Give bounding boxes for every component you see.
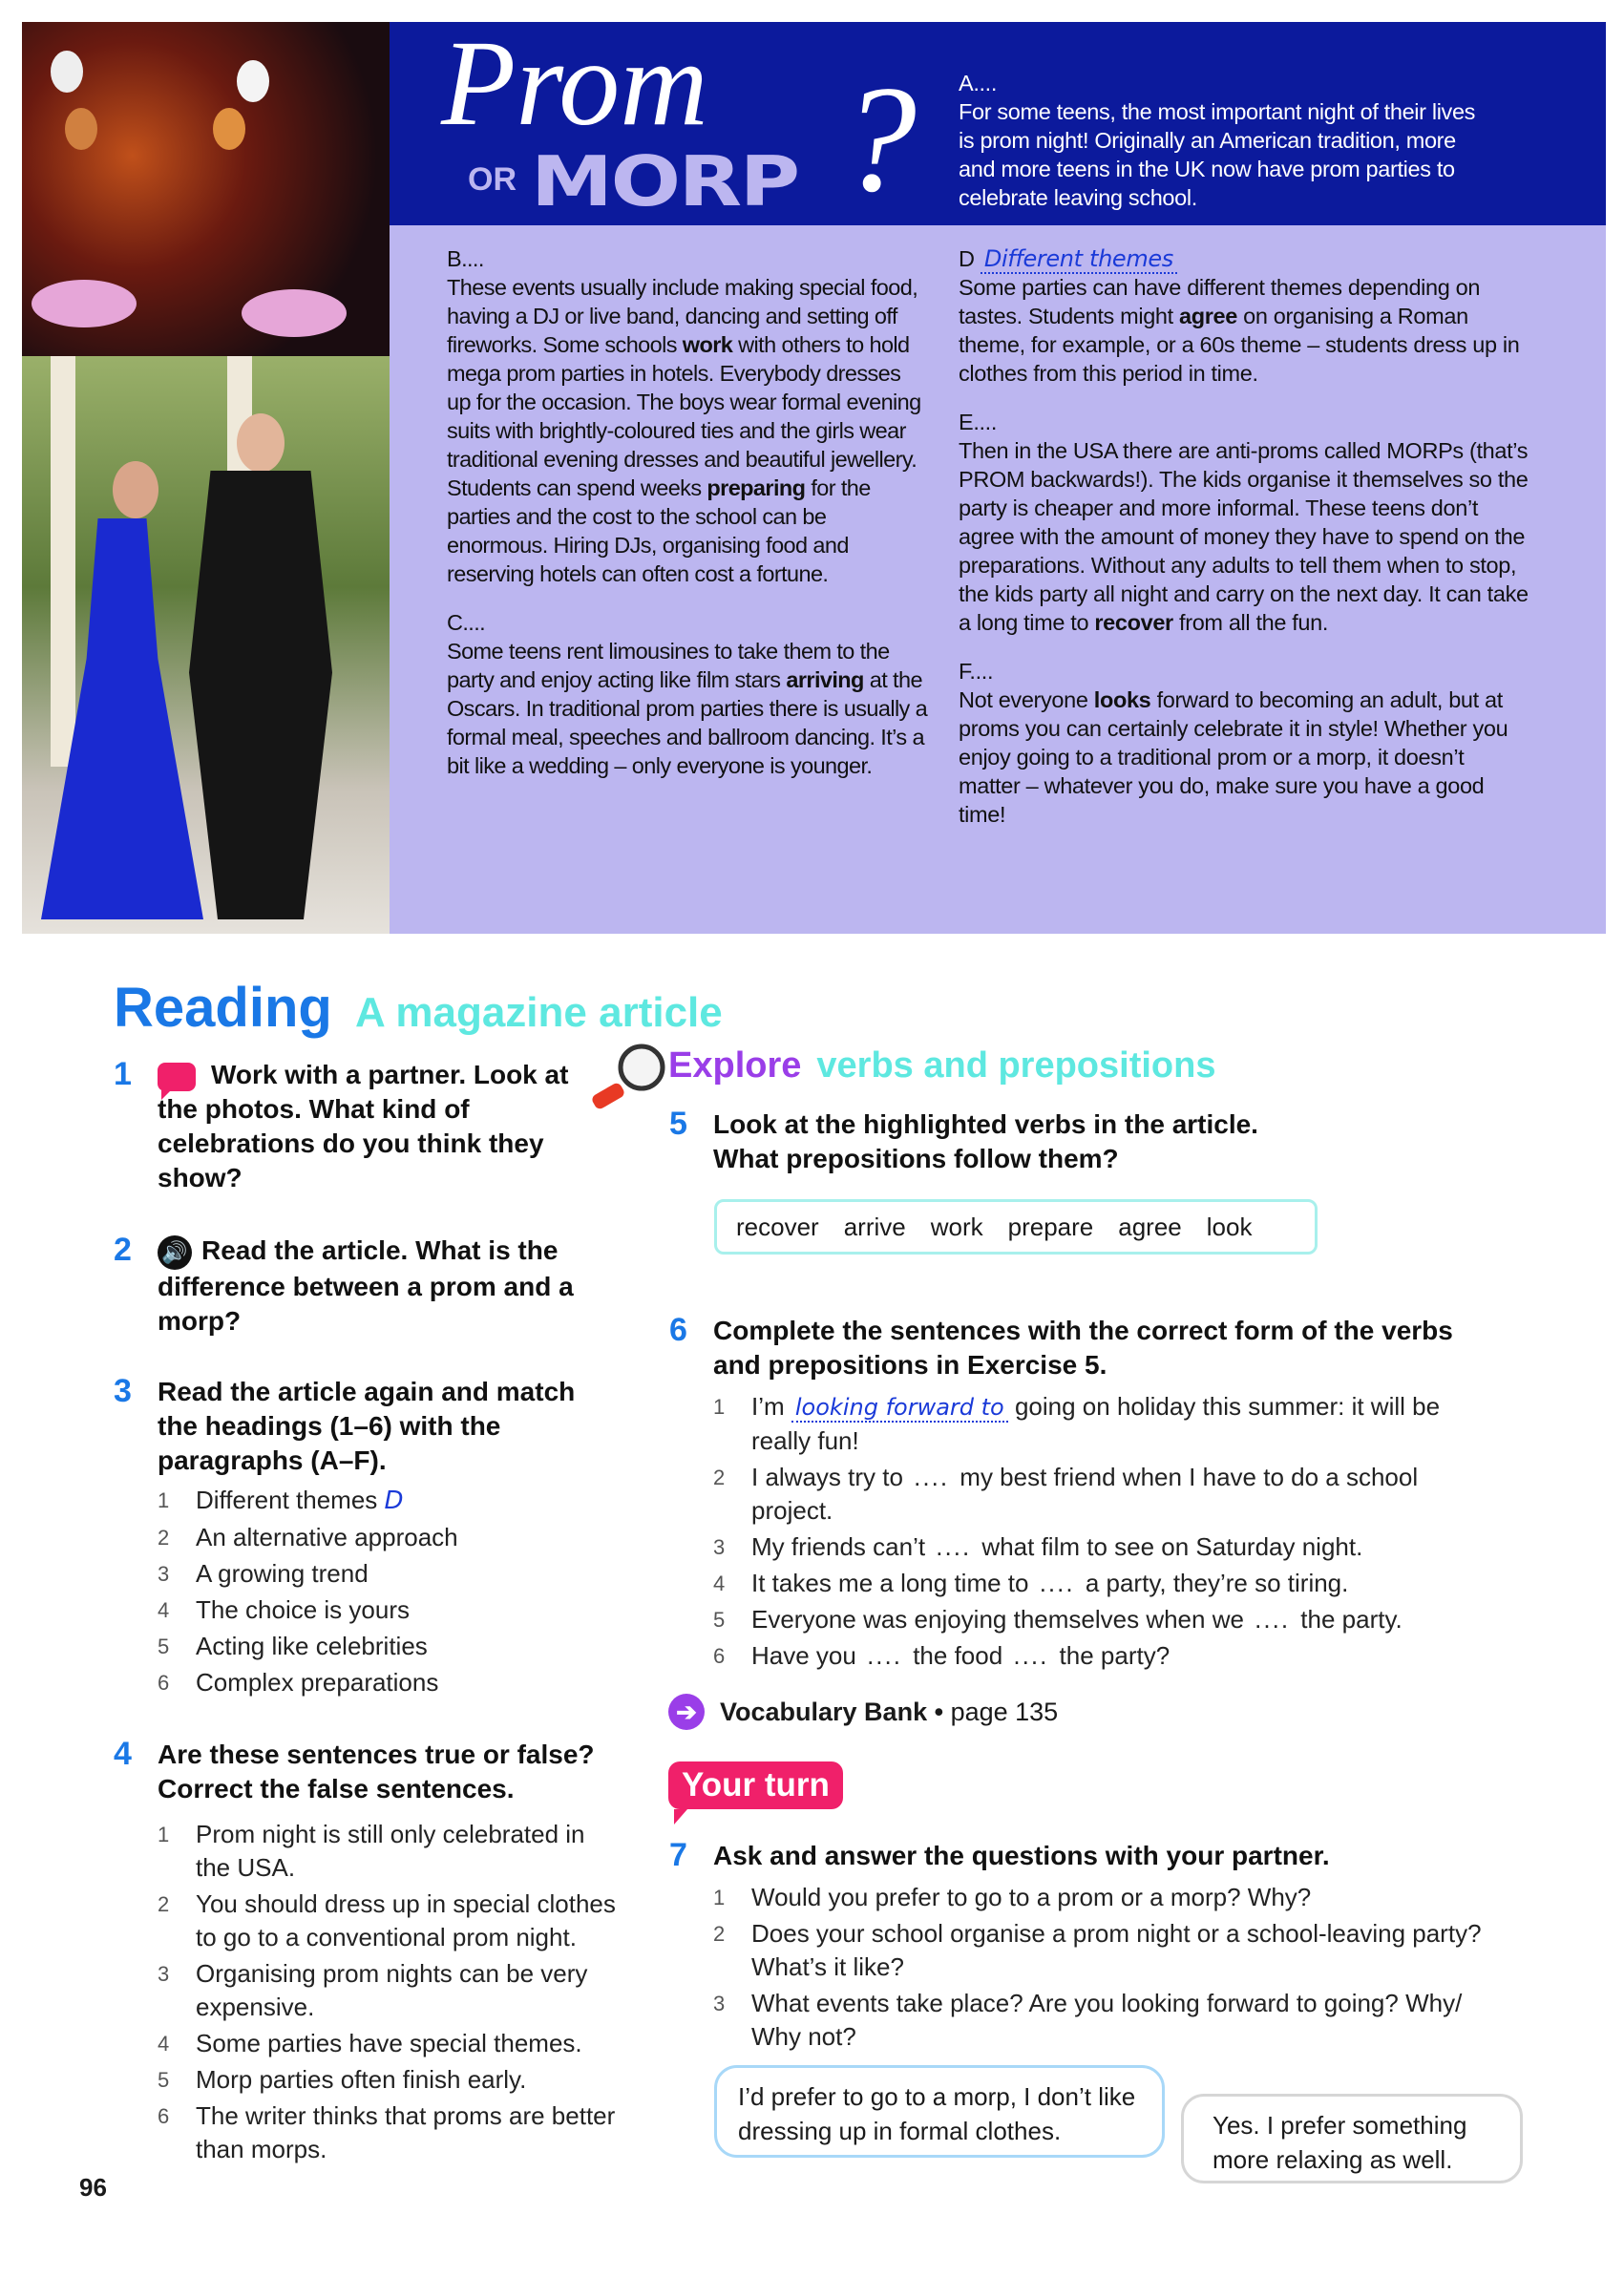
magnifier-icon [592,1041,668,1117]
list-item [158,2027,625,2060]
heading-blank: .... [462,610,486,635]
list-item [158,1957,625,2024]
verb-work: work [930,1212,983,1241]
exercise-5 [669,1106,1324,1176]
item-number: 2 [158,1892,170,1916]
blank: .... [1039,1569,1075,1597]
verb-arrive: arrive [843,1212,906,1241]
text-segment: with others to hold mega prom parties in hotels. Everybody dresses up for the occasion. The boys wear formal evening suits with brightly-coloured ties and the girls wear traditional evening dresses and beautiful jewellery. Students can spend weeks [447,332,921,500]
text-segment: Some parties can have different themes depending on tastes. Students might [959,275,1481,328]
item-number: 3 [713,1992,726,2015]
item-number: 3 [158,1962,170,1986]
paragraph-letter: E [959,410,974,434]
exercise-instruction: Complete the sentences with the correct form of the verbs and prepositions in Exercise 5. [713,1316,1453,1380]
item-number: 1 [158,1823,170,1846]
questions-list [713,1881,1506,2054]
vocab-page: page 135 [950,1697,1059,1726]
text-segment: Not everyone [959,687,1094,712]
list-item [158,1521,606,1554]
highlighted-verb: agree [1179,304,1237,328]
exercise-number: 1 [114,1056,132,1092]
list-item [713,1881,1506,1914]
item-number: 6 [158,1671,170,1695]
item-number: 1 [713,1395,726,1419]
item-number: 5 [713,1608,726,1632]
paragraph-letter: D [959,246,975,271]
item-number: 1 [713,1886,726,1909]
item-text: An alternative approach [196,1523,458,1551]
paragraph-label [447,608,929,637]
item-text: What events take place? Are you looking forward to going? Why/ Why not? [751,1989,1463,2051]
exercise-1 [114,1056,578,1195]
list-item [158,1888,625,1954]
exercise-number: 5 [669,1106,687,1142]
highlighted-verb: looks [1093,687,1151,712]
highlighted-verb: recover [1094,610,1173,635]
sentence-text: I always try to [751,1463,911,1491]
paragraph-letter: A [959,71,974,95]
item-text: You should dress up in special clothes to go to a conventional prom night. [196,1889,616,1951]
sentence-text: I’m [751,1392,791,1421]
list-item [158,1484,606,1518]
paragraph-label [959,657,1531,686]
title-prom: Prom [441,15,708,151]
sentence-item [713,1390,1506,1458]
highlighted-verb: work [682,332,733,357]
column-right [959,244,1531,849]
party-photo [22,22,390,356]
text-segment: These events usually include making special food, having a DJ or live band, dancing and setting off fireworks. Some schools [447,275,918,357]
list-item [158,1630,606,1663]
heading-blank: .... [973,71,998,95]
exercise-instruction: Ask and answer the questions with your partner. [713,1841,1330,1870]
section-subtitle: A magazine article [355,989,723,1036]
list-item [713,1917,1506,1984]
vocab-label: Vocabulary Bank [720,1697,928,1726]
list-item [158,1557,606,1591]
item-number: 1 [158,1488,170,1512]
exercise-6 [669,1312,1506,1676]
page-number: 96 [79,2173,107,2202]
item-text: Prom night is still only celebrated in the USA. [196,1820,585,1882]
paragraph-d [959,244,1531,388]
exercise-instruction: Read the article again and match the headings (1–6) with the paragraphs (A–F). [158,1377,576,1475]
text-segment: Some teens rent limousines to take them to the party and enjoy acting like film stars [447,639,890,692]
blank: .... [914,1463,950,1491]
item-number: 2 [713,1466,726,1489]
heading-blank: .... [973,410,998,434]
item-text: Some parties have special themes. [196,2029,582,2057]
sentence-text: Everyone was enjoying themselves when we [751,1605,1252,1634]
explore-topic: verbs and prepositions [816,1045,1216,1086]
item-text: Would you prefer to go to a prom or a morp? Why? [751,1883,1312,1911]
column-left [447,244,929,800]
heading-blank: .... [461,246,484,271]
column [51,356,75,767]
text-segment: forward to becoming an adult, but at proms you can certainly celebrate it in style! Whether you enjoy going to a traditional prom or a morp, it doesn’t matter – whatever you do, make sure you have a good time! [959,687,1508,827]
item-text: Organising prom nights can be very expensive. [196,1959,588,2021]
exercise-number: 2 [114,1232,132,1268]
exercise-number: 7 [669,1837,687,1873]
sentence-text: My friends can’t [751,1532,933,1561]
exercise-instruction: Look at the highlighted verbs in the article. What prepositions follow them? [713,1109,1258,1173]
paragraph-f [959,657,1531,829]
audio-speaker-icon[interactable]: 🔊 [158,1235,192,1270]
table [32,280,137,327]
balloon [237,60,269,102]
item-number: 4 [713,1571,726,1595]
paragraph-letter: F [959,659,970,684]
vocabulary-bank-link[interactable] [668,1694,1058,1730]
item-number: 2 [713,1922,726,1946]
sentence-text: the party. [1294,1605,1403,1634]
headings-list [158,1484,606,1699]
exercise-instruction: Work with a partner. Look at the photos. What kind of celebrations do you think they show? [158,1060,569,1192]
balloon [51,51,83,93]
exercise-instruction: Are these sentences true or false? Correct the false sentences. [158,1740,595,1803]
sentence-item [713,1567,1506,1600]
sentence-text: the party? [1052,1641,1171,1670]
blank: .... [936,1532,972,1561]
boy-head [237,413,285,473]
speech-bubble-2: Yes. I prefer something more relaxing as well. [1181,2094,1523,2183]
item-number: 6 [713,1644,726,1668]
text-segment: on organising a Roman theme, for example, or a 60s theme – students dress up in clothes from this period in time. [959,304,1520,386]
verb-box [714,1199,1318,1255]
item-text: Does your school organise a prom night or a school-leaving party? What’s it like? [751,1919,1482,1981]
sentence-item [713,1639,1506,1673]
sentence-text: going on holiday this summer: it will be really fun! [751,1392,1441,1455]
paragraph-letter: B [447,246,462,271]
paragraph-label [447,244,929,273]
verb-look: look [1206,1212,1253,1241]
verb-agree: agree [1118,1212,1182,1241]
highlighted-verb: arriving [786,667,864,692]
exercise-7 [669,1837,1506,2057]
text-segment: at the Oscars. In traditional prom parties there is usually a formal meal, speeches and ballroom dancing. It’s a bit like a wedding – only everyone is younger. [447,667,928,778]
sentence-text: my best friend when I have to do a school project. [751,1463,1419,1525]
item-number: 5 [158,2068,170,2092]
sentence-item [713,1461,1506,1528]
heading-answer: Different themes [981,245,1177,274]
exercise-2 [114,1232,606,1339]
paragraph-label [959,69,1493,97]
sentence-text: what film to see on Saturday night. [975,1532,1363,1561]
highlighted-verb: preparing [707,475,806,500]
explore-label: Explore [668,1045,802,1086]
vocab-separator: • [934,1697,944,1726]
your-turn-badge: Your turn [668,1761,843,1809]
item-text: The choice is yours [196,1595,410,1624]
title-morp: MORP [531,141,798,221]
verb-recover: recover [736,1212,819,1241]
exercise-instruction: Read the article. What is the difference between a prom and a morp? [158,1235,574,1336]
text-segment: from all the fun. [1172,610,1329,635]
paragraph-b [447,244,929,588]
sentences-list [713,1390,1506,1673]
item-number: 5 [158,1635,170,1658]
section-title: Reading [114,977,332,1039]
item-number: 2 [158,1526,170,1550]
explore-heading [668,1045,1215,1086]
item-text: The writer thinks that proms are better than morps. [196,2101,616,2163]
black-suit [189,471,332,919]
item-text: A growing trend [196,1559,369,1588]
list-item [158,1666,606,1699]
item-number: 4 [158,2032,170,2056]
blank: .... [1013,1641,1049,1670]
item-text: Complex preparations [196,1668,439,1697]
exercise-3 [114,1373,606,1702]
heading-blank: .... [969,659,994,684]
exercise-number: 3 [114,1373,132,1409]
text-segment: for the parties and the cost to the school can be enormous. Hiring DJs, organising food and reserving hotels can often cost a fortune. [447,475,871,586]
blank: .... [867,1641,902,1670]
paragraph-a [959,69,1493,212]
item-text: Morp parties often finish early. [196,2065,527,2094]
item-number: 3 [713,1535,726,1559]
sentence-text: the food [905,1641,1010,1670]
exercise-4 [114,1736,625,2169]
prom-couple-photo [22,356,390,934]
sentence-text: Have you [751,1641,864,1670]
speech-bubble-icon [158,1063,196,1091]
list-item [158,1593,606,1627]
exercise-number: 6 [669,1312,687,1348]
arrow-right-icon: ➔ [668,1694,705,1730]
list-item [158,2063,625,2097]
paragraph-letter: C [447,610,463,635]
sentence-item [713,1530,1506,1564]
paragraph-e [959,408,1531,637]
title-question-mark: ? [840,53,917,223]
answer-blank: looking forward to [791,1394,1008,1423]
table [242,289,347,337]
list-item [158,2099,625,2166]
exercise-number: 4 [114,1736,132,1772]
list-item [713,1987,1506,2054]
balloon [65,108,97,150]
text-segment: Then in the USA there are anti-proms called MORPs (that’s PROM backwards!). The kids organise it themselves so the party is cheaper and more informal. These teens don’t agree with the amount of money they have to spend on the preparations. Without any adults to tell them when to stop, the kids party all night and carry on the next day. It can take a long time to [959,438,1529,635]
list-item [158,1818,625,1885]
paragraph-label [959,408,1531,436]
speech-bubble-1: I’d prefer to go to a morp, I don’t like dressing up in formal clothes. [714,2065,1165,2158]
true-false-list [158,1818,625,2166]
example-answer: D [384,1487,404,1515]
blank: .... [1255,1605,1291,1634]
item-text: Acting like celebrities [196,1632,428,1660]
sentence-text: a party, they’re so tiring. [1078,1569,1349,1597]
balloon [213,108,245,150]
sentence-item [713,1603,1506,1636]
item-number: 4 [158,1598,170,1622]
verb-prepare: prepare [1007,1212,1094,1241]
item-text: Different themes [196,1486,378,1514]
sentence-text: It takes me a long time to [751,1569,1036,1597]
paragraph-label [959,244,1531,273]
item-number: 6 [158,2104,170,2128]
title-or: OR [468,161,517,198]
paragraph-c [447,608,929,780]
text-segment: For some teens, the most important night of their lives is prom night! Originally an American tradition, more and more teens in the UK now have prom parties to celebrate leaving school. [959,99,1476,210]
item-number: 3 [158,1562,170,1586]
girl-head [113,461,158,518]
